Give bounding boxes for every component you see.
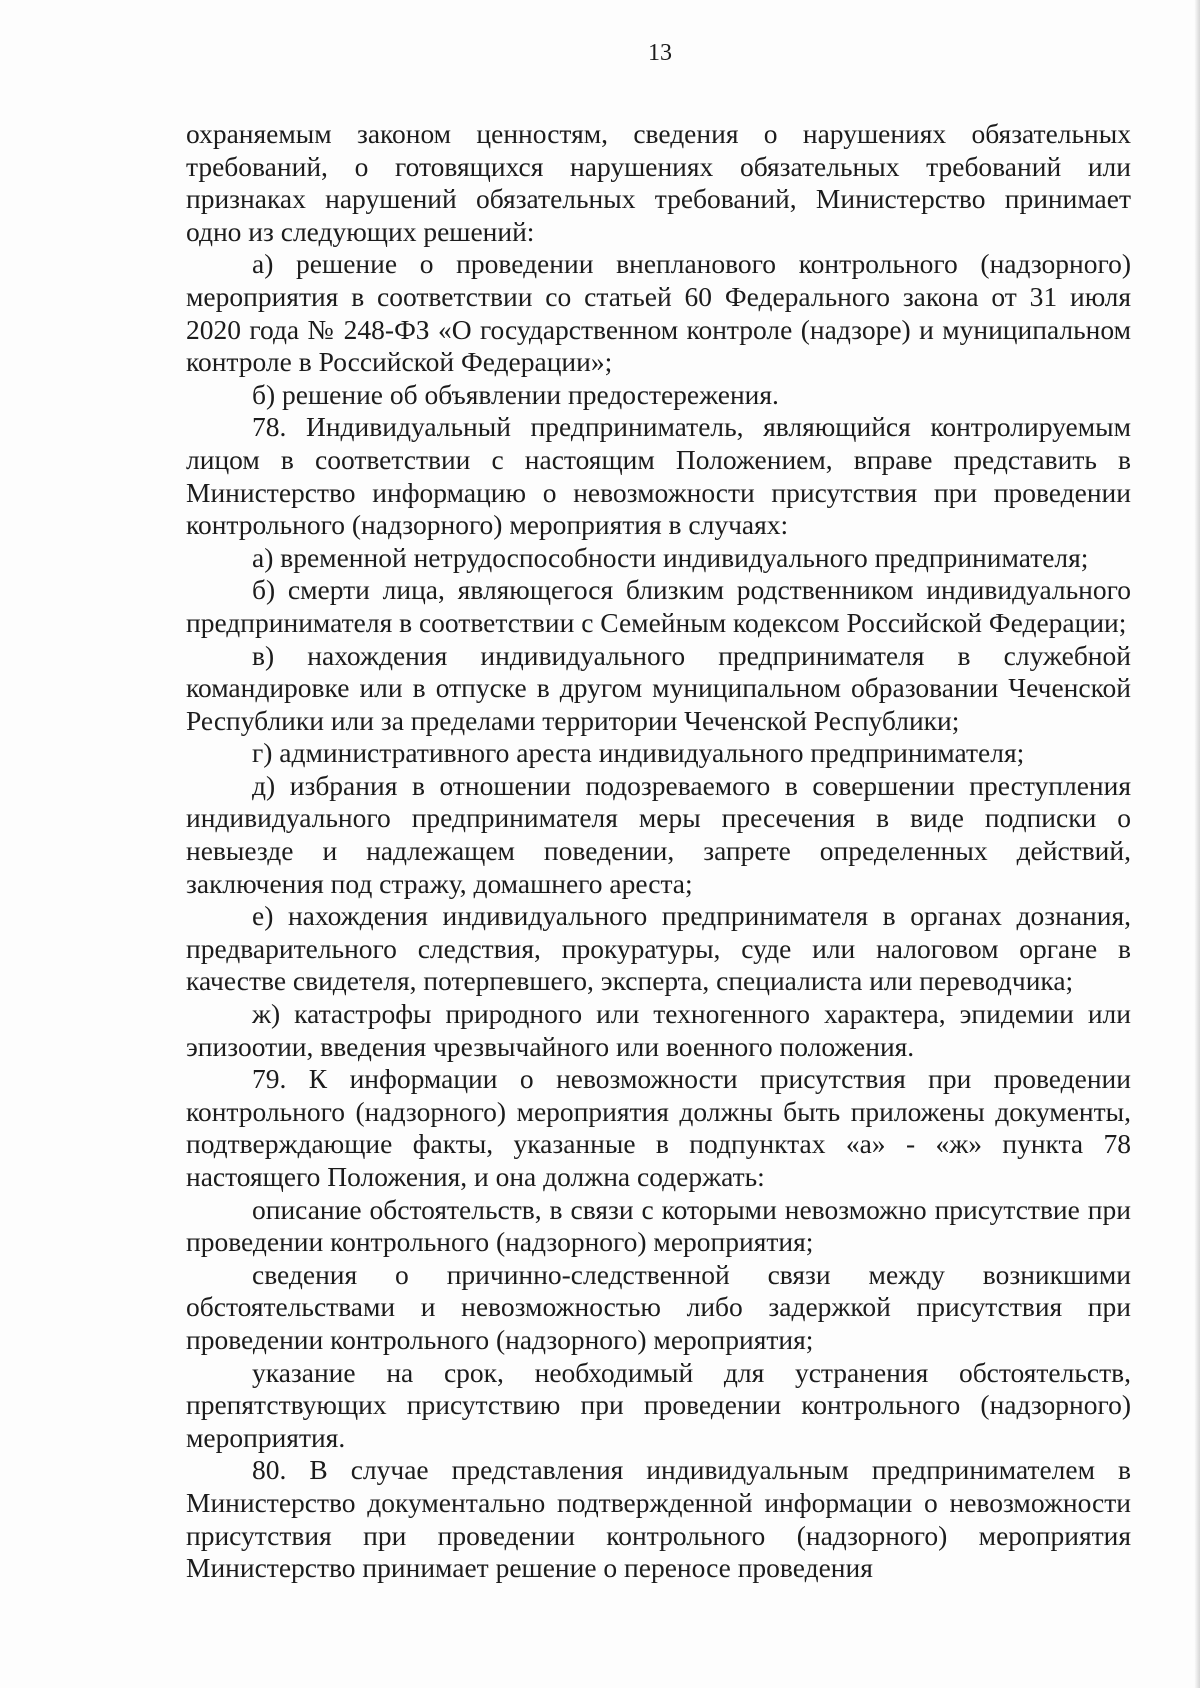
paragraph: б) решение об объявлении предостережения.: [252, 378, 779, 410]
paragraph: д) избрания в отношении подозреваемого в совершении преступления индивидуального предпринимателя меры пресечения в виде подписки о невыезде и надлежащем поведении, запрете определенных действий, заключения под стражу, домашнего ареста;: [186, 769, 1131, 899]
paragraph: в) нахождения индивидуального предпринимателя в служебной командировке или в отпуске в другом муниципальном образовании Чеченской Республики или за пределами территории Чеченской Республики;: [186, 639, 1131, 736]
paragraph: б) смерти лица, являющегося близким родственником индивидуального предпринимателя в соответствии с Семейным кодексом Российской Федерации;: [186, 574, 1131, 638]
page-edge-shadow: [1194, 0, 1200, 1688]
paragraph: а) временной нетрудоспособности индивидуального предпринимателя;: [252, 541, 1089, 573]
paragraph: 78. Индивидуальный предприниматель, являющийся контролируемым лицом в соответствии с настоящим Положением, вправе представить в Министерство информацию о невозможности присутствия при проведении контрольного (надзорного) мероприятия в случаях:: [186, 411, 1131, 541]
paragraph: 79. К информации о невозможности присутствия при проведении контрольного (надзорного) мероприятия должны быть приложены документы, подтверждающие факты, указанные в подпунктах «а» - «ж» пункта 78 настоящего Положения, и она должна содержать:: [186, 1063, 1131, 1192]
paragraph: сведения о причинно-следственной связи между возникшими обстоятельствами и невозможностью либо задержкой присутствия при проведении контрольного (надзорного) мероприятия;: [186, 1258, 1131, 1355]
paragraph: описание обстоятельств, в связи с которыми невозможно присутствие при проведении контрольного (надзорного) мероприятия;: [186, 1193, 1131, 1258]
paragraph: ж) катастрофы природного или техногенного характера, эпидемии или эпизоотии, введения чрезвычайного или военного положения.: [186, 998, 1131, 1062]
paragraph: е) нахождения индивидуального предпринимателя в органах дознания, предварительного следствия, прокуратуры, суде или налоговом органе в качестве свидетеля, потерпевшего, эксперта, специалиста или переводчика;: [186, 900, 1131, 997]
paragraph: охраняемым законом ценностям, сведения о нарушениях обязательных требований, о готовящихся нарушениях обязательных требований или признаках нарушений обязательных требований, Министерство принимает одно из следующих решений:: [186, 118, 1131, 247]
paragraph: указание на срок, необходимый для устранения обстоятельств, препятствующих присутствию при проведении контрольного (надзорного) мероприятия.: [186, 1356, 1131, 1453]
paragraph: а) решение о проведении внепланового контрольного (надзорного) мероприятия в соответствии со статьей 60 Федерального закона от 31 июля 2020 года № 248-ФЗ «О государственном контроле (надзоре) и муниципальном контроле в Российской Федерации»;: [186, 248, 1131, 378]
paragraph: г) административного ареста индивидуального предпринимателя;: [252, 737, 1025, 769]
paragraph: 80. В случае представления индивидуальным предпринимателем в Министерство документально подтвержденной информации о невозможности присутствия при проведении контрольного (надзорного) мероприятия Министерство принимает решение о переносе проведения: [186, 1454, 1131, 1584]
page-number: 13: [648, 40, 672, 66]
document-body: [186, 118, 1131, 1585]
